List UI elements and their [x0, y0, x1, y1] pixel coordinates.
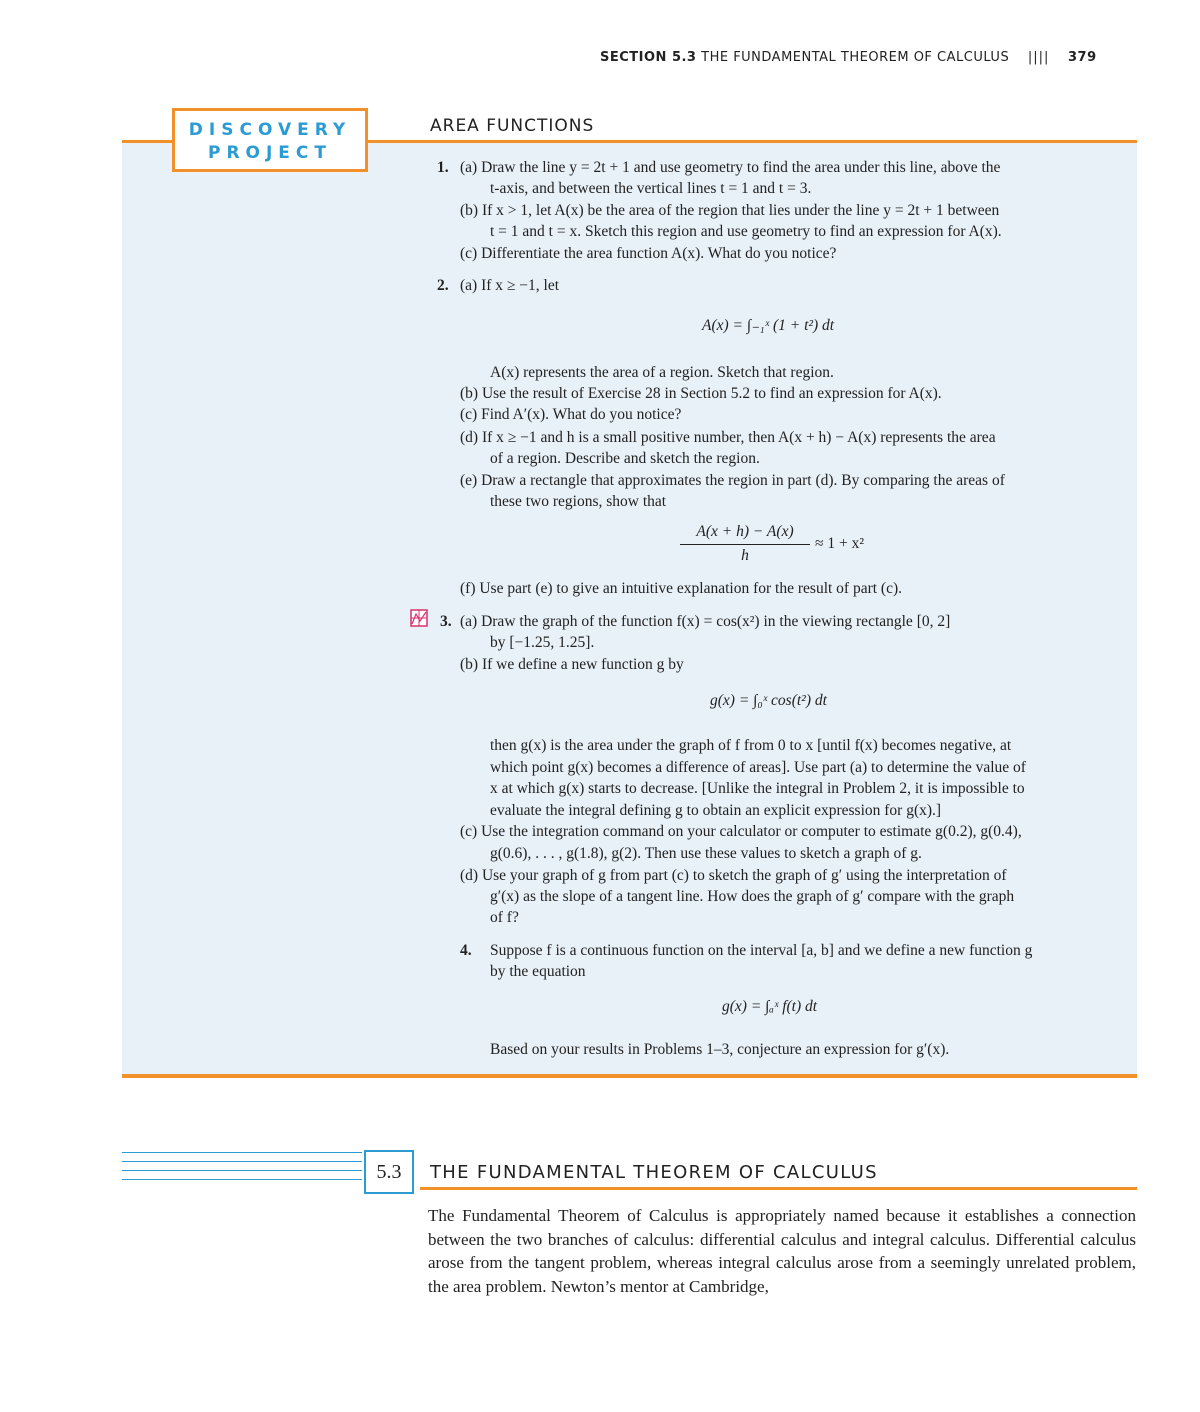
problem-3d-line2: g′(x) as the slope of a tangent line. How does the graph of g′ compare with the graph: [490, 888, 1015, 905]
problem-3a-line2: by [−1.25, 1.25].: [490, 634, 595, 651]
problem-3b-line1: (b) If we define a new function g by: [460, 656, 684, 673]
problem-3c-line1: (c) Use the integration command on your calculator or computer to estimate g(0.2), g(0.4),: [460, 823, 1022, 840]
graphing-calculator-icon: [410, 609, 428, 627]
problem-3d-line1: (d) Use your graph of g from part (c) to sketch the graph of g′ using the interpretation of: [460, 867, 1007, 884]
problem-1-number: 1.: [437, 159, 449, 176]
section-heading: THE FUNDAMENTAL THEOREM OF CALCULUS: [430, 1162, 878, 1183]
section-decorative-lines: [122, 1152, 362, 1188]
project-title: AREA FUNCTIONS: [430, 116, 595, 136]
problem-1b-line1: (b) If x > 1, let A(x) be the area of the region that lies under the line y = 2t + 1 between: [460, 202, 1000, 219]
problem-2d-line1: (d) If x ≥ −1 and h is a small positive number, then A(x + h) − A(x) represents the area: [460, 429, 996, 446]
problem-2e-line1: (e) Draw a rectangle that approximates the region in part (d). By comparing the areas of: [460, 472, 1005, 489]
problem-3b-line5: evaluate the integral defining g to obtain an explicit expression for g(x).]: [490, 802, 942, 819]
problem-3d-line3: of f?: [490, 909, 519, 926]
problem-2c-line1: (c) Find A′(x). What do you notice?: [460, 406, 682, 423]
running-header-bars: ||||: [1027, 50, 1050, 65]
fraction-bar: [680, 544, 810, 545]
problem-3b-line2: then g(x) is the area under the graph of f from 0 to x [until f(x) becomes negative, at: [490, 737, 1012, 754]
problem-3a-line1: (a) Draw the graph of the function f(x) = cos(x²) in the viewing rectangle [0, 2]: [460, 613, 951, 630]
problem-2b-line1: (b) Use the result of Exercise 28 in Section 5.2 to find an expression for A(x).: [460, 385, 942, 402]
problem-2-fraction-denominator: h: [741, 547, 749, 564]
problem-2a-line2: A(x) represents the area of a region. Sketch that region.: [490, 364, 834, 381]
problem-3b-line4: x at which g(x) starts to decrease. [Unlike the integral in Problem 2, it is impossible to: [490, 780, 1025, 797]
problem-4-equation-1: g(x) = ∫ₐˣ f(t) dt: [722, 998, 818, 1015]
panel-bottom-rule: [122, 1074, 1137, 1078]
problem-3-number: 3.: [440, 613, 452, 630]
problem-2e-line2: these two regions, show that: [490, 493, 667, 510]
problem-3b-line3: which point g(x) becomes a difference of areas]. Use part (a) to determine the value of: [490, 759, 1026, 776]
problem-4-number: 4.: [460, 942, 472, 959]
problem-2a-line1: (a) If x ≥ −1, let: [460, 277, 560, 294]
problem-2-fraction-numerator: A(x + h) − A(x): [696, 523, 794, 540]
body-paragraph: The Fundamental Theorem of Calculus is appropriately named because it establishes a connection between the two branches of calculus: differential calculus and integral calculus. Differential calculus arose from the tangent problem, whereas integral calculus arose from a seemingly unrelated problem, the area problem. Newton’s mentor at Cambridge,: [428, 1206, 1136, 1296]
problem-1b-line2: t = 1 and t = x. Sketch this region and use geometry to find an expression for A(x).: [490, 223, 1002, 240]
problem-2d-line2: of a region. Describe and sketch the region.: [490, 450, 760, 467]
discovery-label-line2: PROJECT: [207, 143, 332, 163]
problem-1a-line2: t-axis, and between the vertical lines t = 1 and t = 3.: [490, 180, 812, 197]
section-heading-rule: [420, 1187, 1137, 1190]
problem-1c-line1: (c) Differentiate the area function A(x). What do you notice?: [460, 245, 837, 262]
problem-3-equation-1: g(x) = ∫₀ˣ cos(t²) dt: [710, 692, 827, 709]
problem-4-line2: by the equation: [490, 963, 586, 980]
section-number: 5.3: [364, 1150, 414, 1194]
problem-4-line3: Based on your results in Problems 1–3, conjecture an expression for g′(x).: [490, 1041, 950, 1058]
problem-2-equation-1: A(x) = ∫₋₁ˣ (1 + t²) dt: [702, 317, 835, 334]
problem-2-number: 2.: [437, 277, 449, 294]
discovery-project-panel: [122, 141, 1137, 1075]
running-header: [600, 50, 1140, 65]
running-header-section: SECTION 5.3: [600, 50, 697, 65]
problem-2-fraction-rhs: ≈ 1 + x²: [815, 535, 865, 552]
running-header-title: THE FUNDAMENTAL THEOREM OF CALCULUS: [701, 50, 1010, 65]
problem-4-line1: Suppose f is a continuous function on the interval [a, b] and we define a new function g: [490, 942, 1033, 959]
problem-2f-line1: (f) Use part (e) to give an intuitive explanation for the result of part (c).: [460, 580, 903, 597]
discovery-label-line1: DISCOVERY: [188, 120, 352, 140]
discovery-project-label: [172, 108, 368, 172]
page-number: 379: [1068, 50, 1097, 65]
problem-1a-line1: (a) Draw the line y = 2t + 1 and use geometry to find the area under this line, above the: [460, 159, 1001, 176]
problem-3c-line2: g(0.6), . . . , g(1.8), g(2). Then use these values to sketch a graph of g.: [490, 845, 922, 862]
